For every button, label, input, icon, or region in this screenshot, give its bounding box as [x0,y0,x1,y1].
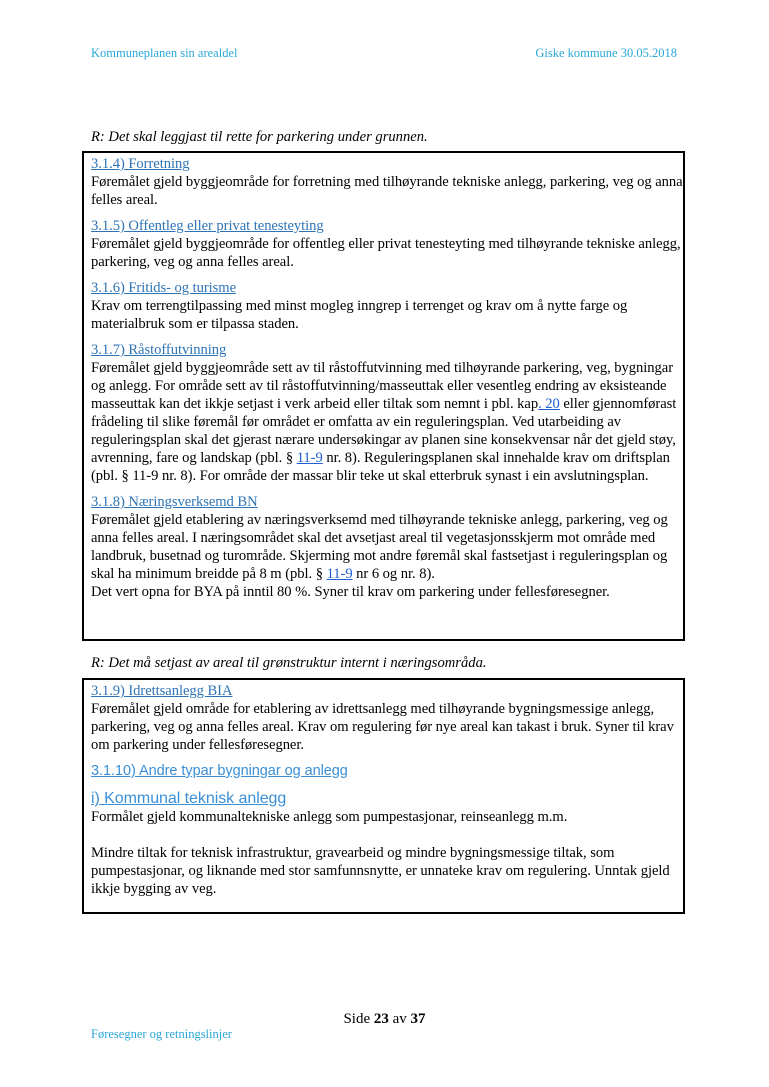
section-andre [91,762,683,780]
page-mid: av [388,1011,411,1027]
section-body-kommunal-2: Mindre tiltak for teknisk infrastruktur, gravearbeid og mindre bygningsmessige tiltak, som pumpestasjonar, og liknande med stor samfunnsnytte, er unnateke krav om regulering. Unntak gjeld ikkje bygging av veg. [91,845,670,897]
naering-text-2: nr 6 og nr. 8). [352,566,435,582]
section-idrett [91,682,683,754]
section-title-forretning: 3.1.4) Forretning [91,156,190,172]
naering-text-1: Føremålet gjeld etablering av næringsverksemd med tilhøyrande tekniske anlegg, parkering, veg og anna felles areal. I næringsområdet skal det avsetjast areal til vegetasjonsskjerm mot område med landbruk, busetnad og turområde. Skjerming mot andre føremål skal fastsetjast i reguleringsplan og skal ha minimum breidde på 8 m (pbl. § [91,512,668,582]
page-total: 37 [410,1011,426,1027]
section-title-rastoff: 3.1.7) Råstoffutvinning [91,342,227,358]
page-number [0,1011,769,1028]
remark-parking: R: Det skal leggjast til rette for parkering under grunnen. [91,129,428,145]
section-body-naering [91,511,683,601]
rastoff-text-1: Føremålet gjeld byggjeområde sett av til råstoffutvinning med tilhøyrande parkering, veg, bygningar og anlegg. For område sett av til råstoffutvinning/masseuttak eller vesentleg endring av eksisteande masseuttak kan det ikkje setjast i verk arbeid eller tiltak som nemnt i pbl. kap [91,360,674,412]
section-body-rastoff [91,359,683,485]
header-title: Kommuneplanen sin arealdel [91,46,238,60]
section-fritids [91,279,683,333]
naering-text-3: Det vert opna for BYA på inntil 80 %. Syner til krav om parkering under fellesføresegner. [91,584,610,600]
section-title-andre: 3.1.10) Andre typar bygningar og anlegg [91,763,348,779]
section-title-offentleg: 3.1.5) Offentleg eller privat tenesteyting [91,218,324,234]
section-naering [91,493,683,601]
footer-doc-title: Føresegner og retningslinjer [91,1027,232,1041]
section-offentleg [91,217,683,271]
remark-green-structure: R: Det må setjast av areal til grønstruktur internt i næringsområda. [91,655,487,671]
section-body-fritids: Krav om terrengtilpassing med minst mogleg inngrep i terrenget og krav om å nytte farge og materialbruk som er tilpassa staden. [91,298,628,332]
section-title-idrett: 3.1.9) Idrettsanlegg BIA [91,683,233,699]
page-prefix: Side [343,1011,374,1027]
section-body-kommunal-1: Formålet gjeld kommunaltekniske anlegg som pumpestasjonar, reinseanlegg m.m. [91,809,568,825]
page-current: 23 [373,1011,389,1027]
section-body-forretning: Føremålet gjeld byggjeområde for forretning med tilhøyrande tekniske anlegg, parkering, veg og anna felles areal. [91,174,683,208]
rastoff-text-2: eller gjennomførast frådeling til slike føremål før området er omfatta av ein reguleringsplan. Ved utarbeiding av reguleringsplan skal det gjerast nærare undersøkingar av planen sine konsekvensar når det gjeld støy, avrenning, fare og landskap (pbl. § [91,396,677,466]
section-title-fritids: 3.1.6) Fritids- og turisme [91,280,237,296]
section-body-idrett: Føremålet gjeld område for etablering av idrettsanlegg med tilhøyrande bygningsmessige anlegg, parkering, veg og anna felles areal. Krav om regulering før nye areal kan takast i bruk. Syner til krav om parkering under fellesføresegner. [91,701,674,753]
link-pbl-kap-20[interactable]: . 20 [538,396,560,412]
section-kommunal [91,790,683,898]
rastoff-text-3: nr. 8). Reguleringsplanen skal innehalde krav om driftsplan (pbl. § 11-9 nr. 8). For område der massar blir teke ut skal etterbruk synast i ein avslutningsplan. [91,450,670,484]
link-pbl-11-9[interactable]: 11-9 [296,450,323,466]
section-rastoff [91,341,683,485]
provisions-box-1 [82,151,685,641]
section-title-naering: 3.1.8) Næringsverksemd BN [91,494,258,510]
link-naering-11-9[interactable]: 11-9 [326,566,353,582]
section-forretning [91,155,683,209]
provisions-box-2 [82,678,685,914]
header-date: Giske kommune 30.05.2018 [535,46,677,60]
section-body-offentleg: Føremålet gjeld byggjeområde for offentleg eller privat tenesteyting med tilhøyrande tekniske anlegg, parkering, veg og anna felles areal. [91,236,681,270]
section-title-kommunal: i) Kommunal teknisk anlegg [91,790,287,807]
